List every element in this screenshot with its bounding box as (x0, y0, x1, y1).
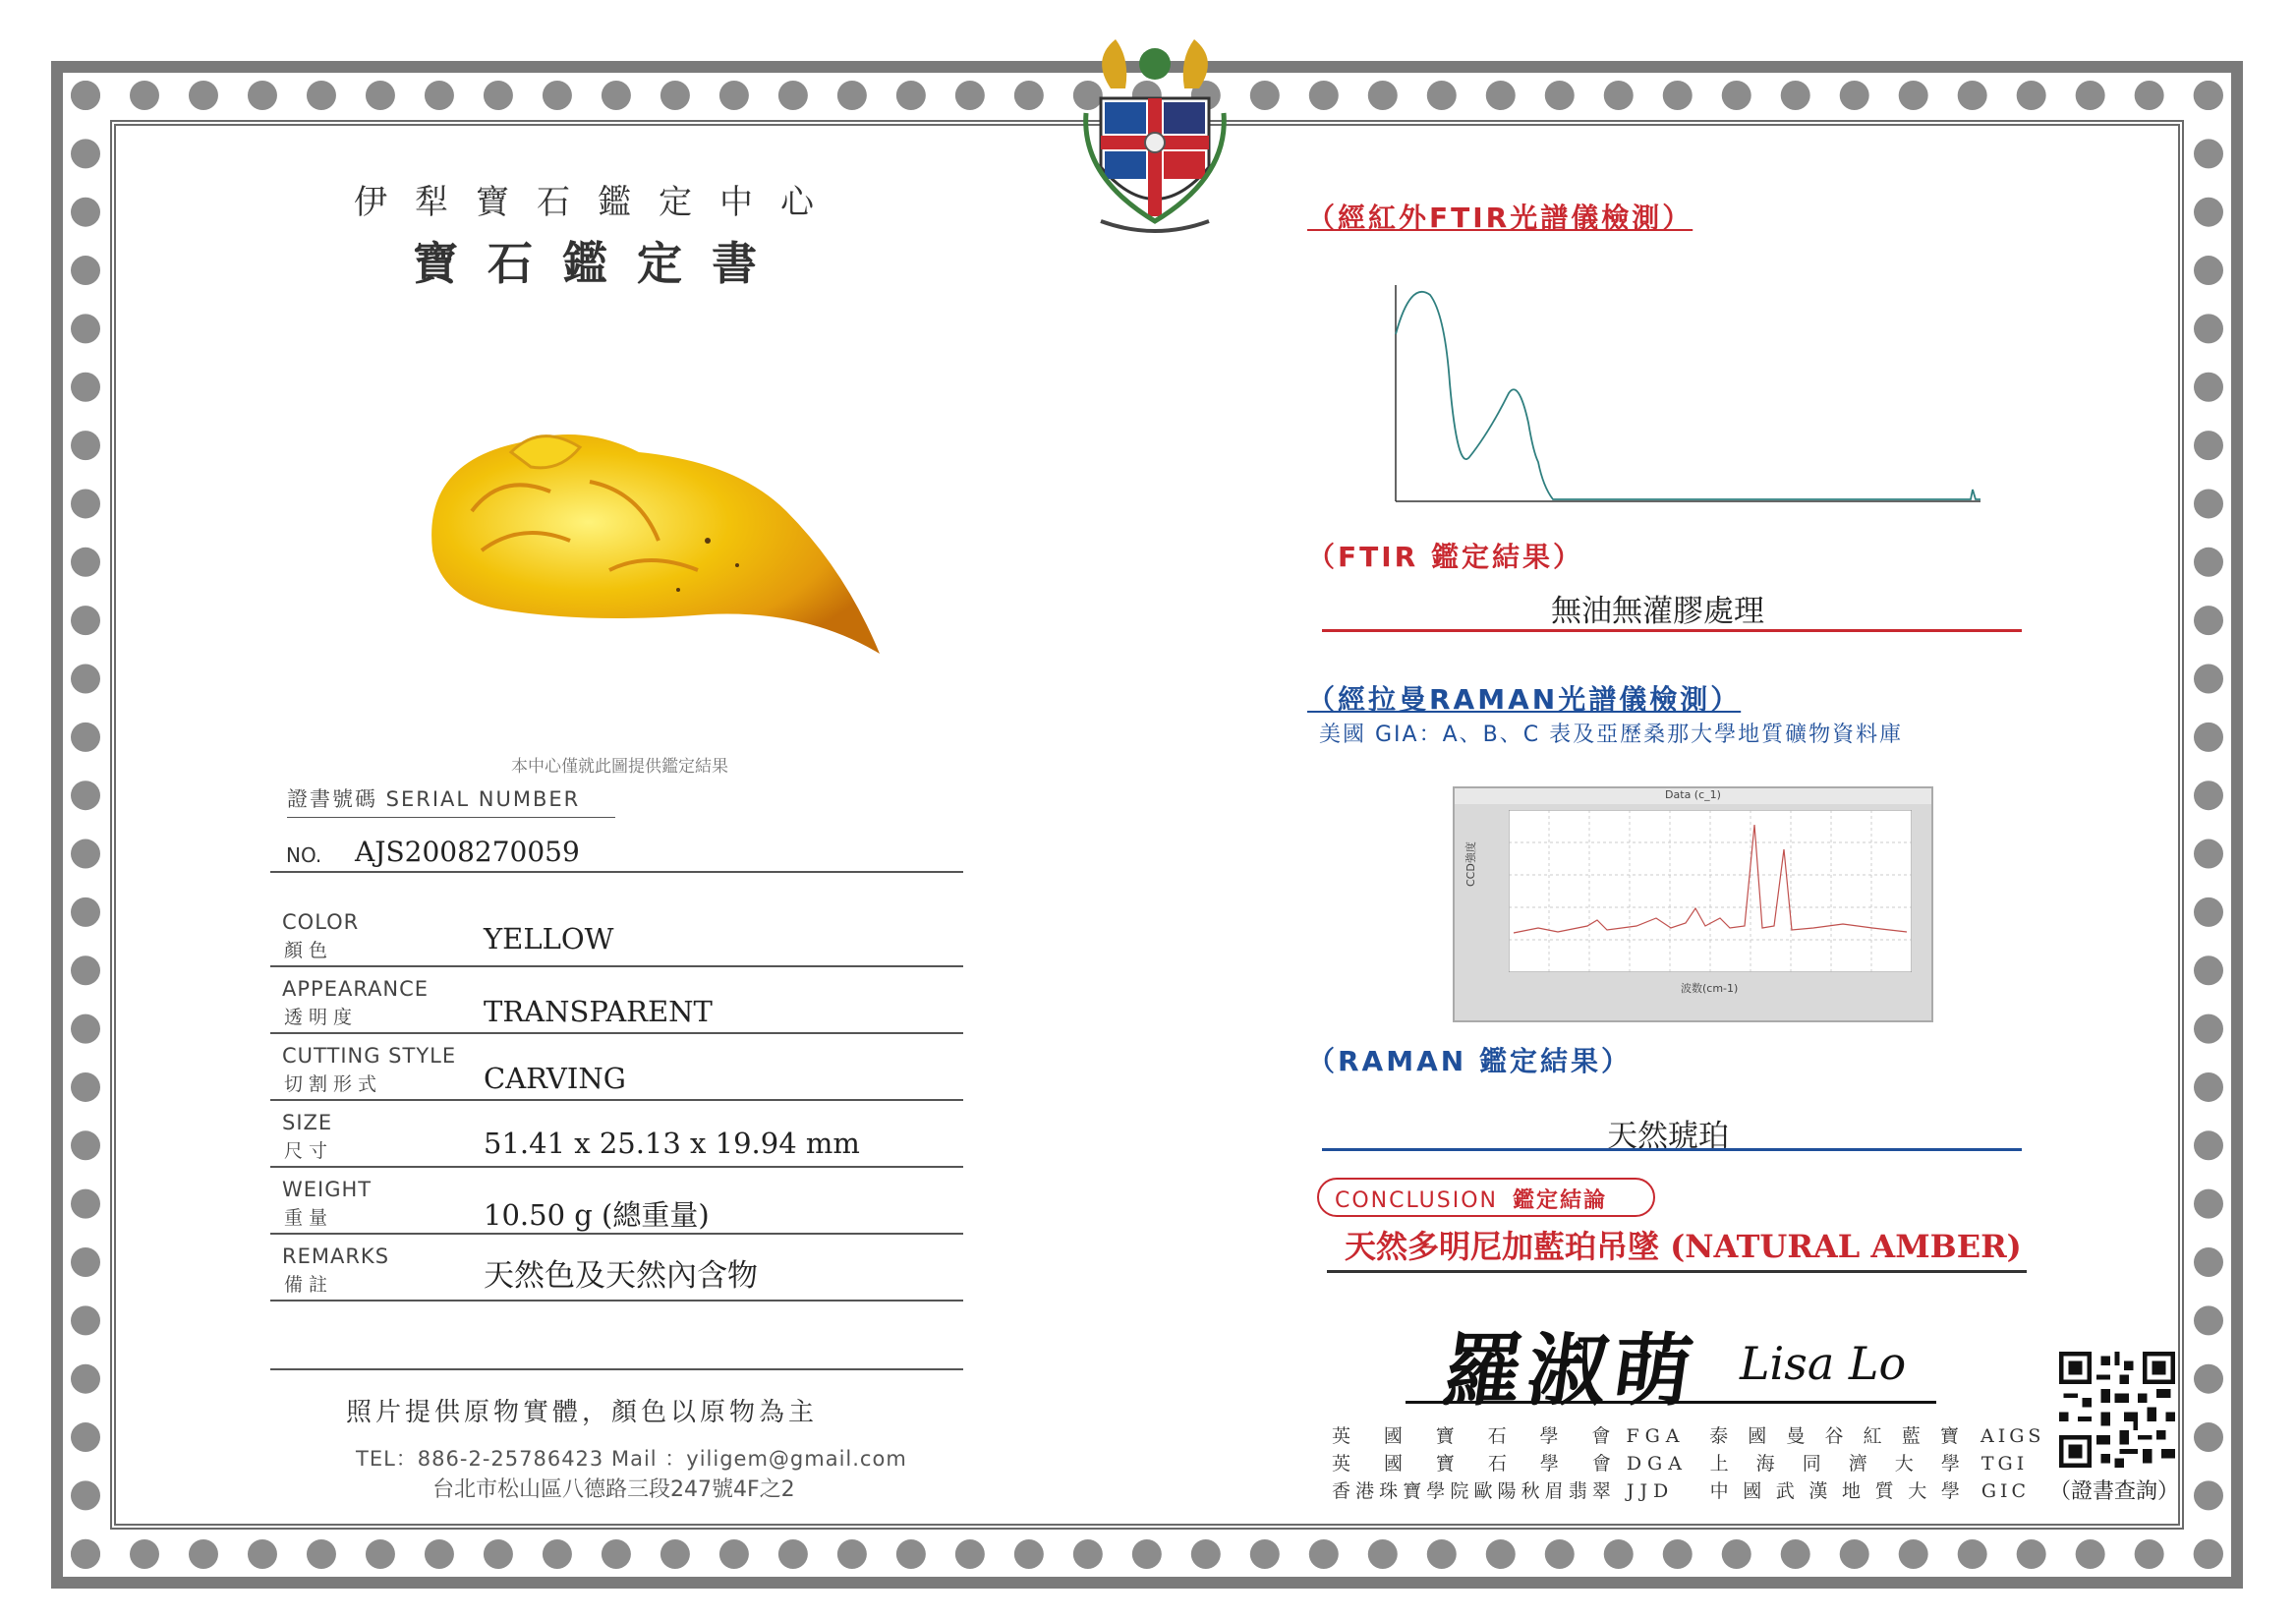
serial-number-row (270, 832, 963, 873)
field-row-appearance (270, 967, 963, 1034)
credential-institute: 英國寶石學會 (1332, 1425, 1613, 1447)
raman-spectrum-chart (1453, 786, 1933, 1022)
raman-chart-title: Data (c_1) (1455, 788, 1931, 804)
ftir-result-title: （FTIR 鑑定結果） (1307, 541, 1583, 573)
divider-line (1327, 1270, 2027, 1273)
field-value: TRANSPARENT (484, 995, 713, 1028)
serial-number-value: AJS2008270059 (355, 836, 580, 868)
raman-y-axis-label: CCD強度 (1464, 841, 1477, 887)
field-value: 10.50 g (總重量) (484, 1198, 710, 1232)
raman-section-title: （經拉曼RAMAN光譜儀檢測） (1307, 683, 1742, 716)
conclusion-value: 天然多明尼加藍珀吊墜 (NATURAL AMBER) (1345, 1228, 2022, 1265)
field-value: 51.41 x 25.13 x 19.94 mm (484, 1127, 860, 1160)
raman-result-value: 天然琥珀 (1607, 1119, 1729, 1154)
address: 台北市松山區八德路三段247號4F之2 (432, 1477, 795, 1502)
ftir-result-value: 無油無灌膠處理 (1551, 594, 1764, 629)
signature-line (1406, 1401, 1936, 1404)
credential-code: DGA (1626, 1453, 1688, 1475)
field-value: YELLOW (484, 922, 614, 955)
field-value: CARVING (484, 1062, 626, 1095)
field-label-en: APPEARANCE (282, 977, 430, 1001)
certificate-lookup-qr-code[interactable] (2059, 1352, 2175, 1468)
credential-institute: 英國寶石學會 (1332, 1453, 1613, 1475)
credential-row (1332, 1422, 2045, 1450)
no-label: NO. (286, 843, 322, 867)
credential-institute: 泰國曼谷紅藍寶 (1709, 1425, 1961, 1447)
field-label-zh: 透明度 (284, 1007, 359, 1028)
divider-line (270, 1368, 963, 1370)
credential-institute: 香港珠寶學院歐陽秋眉翡翠 (1332, 1480, 1613, 1502)
field-label-en: CUTTING STYLE (282, 1044, 457, 1068)
divider-line (1322, 1148, 2022, 1151)
photo-note: 照片提供原物實體，顏色以原物為主 (346, 1398, 819, 1427)
ftir-section-title: （經紅外FTIR光譜儀檢測） (1307, 202, 1693, 234)
raman-reference-database: 美國 GIA：A、B、C 表及亞歷桑那大學地質礦物資料庫 (1319, 723, 1904, 747)
divider-line (1322, 629, 2022, 632)
signature-name-zh: 羅淑萌 (1437, 1324, 1704, 1417)
field-label-en: REMARKS (282, 1244, 390, 1268)
field-label-en: WEIGHT (282, 1178, 373, 1201)
field-label-zh: 切割形式 (284, 1073, 383, 1095)
ftir-spectrum-chart (1371, 275, 1990, 511)
signature (1406, 1307, 1976, 1417)
field-row-weight (270, 1168, 963, 1235)
examiner-credentials (1332, 1422, 2045, 1505)
photo-caption: 本中心僅就此圖提供鑑定結果 (511, 757, 728, 777)
credential-code: FGA (1626, 1425, 1686, 1447)
field-label-zh: 備註 (284, 1274, 334, 1296)
conclusion-label (1335, 1184, 1607, 1214)
document-title: 寶石鑑定書 (413, 237, 786, 290)
credential-code: JJD (1626, 1480, 1675, 1502)
serial-number-label: 證書號碼 SERIAL NUMBER (287, 783, 615, 818)
raman-x-axis-label: 波数(cm-1) (1681, 982, 1739, 995)
credential-row (1332, 1477, 2039, 1505)
credential-code: AIGS (1980, 1425, 2045, 1447)
field-label-zh: 重量 (284, 1207, 334, 1229)
certificate-lookup-label[interactable]: （證書查詢） (2049, 1479, 2180, 1504)
field-label-en: COLOR (282, 910, 360, 934)
field-label-en: SIZE (282, 1111, 333, 1134)
field-row-color (270, 900, 963, 967)
field-row-remarks (270, 1235, 963, 1302)
signature-name-en: Lisa Lo (1740, 1337, 1907, 1390)
credential-code: GIC (1980, 1480, 2031, 1502)
credential-code: TGI (1980, 1453, 2029, 1475)
conclusion-label-en: CONCLUSION (1335, 1188, 1498, 1213)
raman-result-title: （RAMAN 鑑定結果） (1307, 1045, 1632, 1077)
contact-info: TEL：886-2-25786423 Mail ：yiligem@gmail.com (356, 1447, 907, 1471)
field-label-zh: 尺寸 (284, 1140, 334, 1162)
field-value: 天然色及天然內含物 (484, 1258, 758, 1294)
field-label-zh: 顏色 (284, 940, 334, 961)
conclusion-label-zh: 鑑定結論 (1513, 1188, 1608, 1213)
credential-row (1332, 1450, 2039, 1477)
amber-pendant-photo (413, 403, 894, 678)
field-row-size (270, 1101, 963, 1168)
conclusion-label-box (1317, 1178, 1655, 1217)
credential-institute: 上海同濟大學 (1709, 1453, 1962, 1475)
raman-plot-area (1509, 810, 1912, 972)
field-row-cutting-style (270, 1034, 963, 1101)
credential-institute: 中國武漢地質大學 (1709, 1480, 1962, 1502)
organization-name: 伊犁寶石鑑定中心 (354, 183, 841, 222)
coat-of-arms-emblem (1071, 20, 1238, 246)
